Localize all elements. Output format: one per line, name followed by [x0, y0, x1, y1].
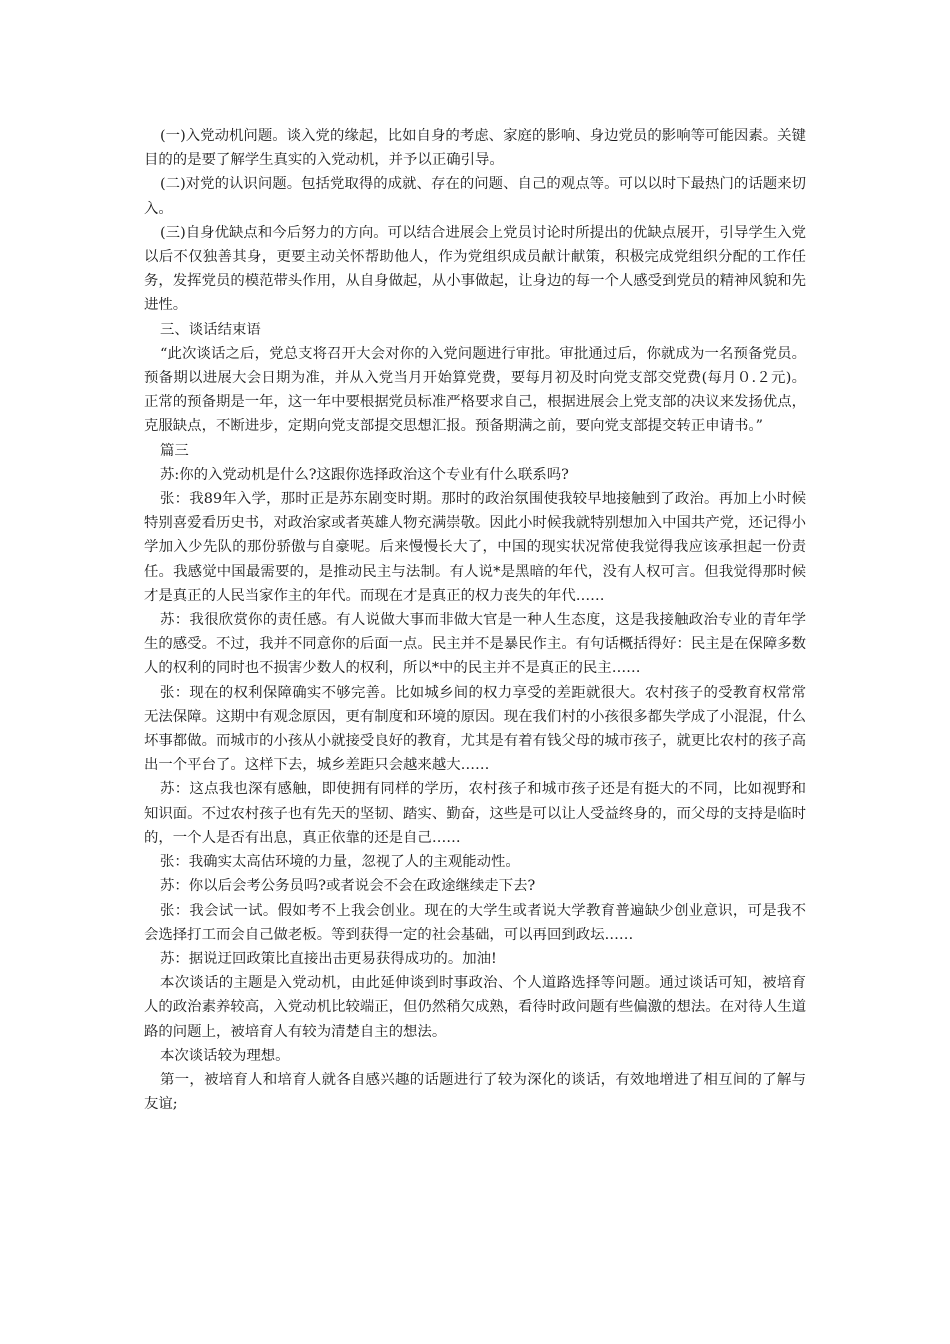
- paragraph-party-understanding: (二)对党的认识问题。包括党取得的成就、存在的问题、自己的观点等。可以以时下最热门的话题来切入。: [144, 176, 806, 217]
- section-heading-part-three: 篇三: [160, 442, 189, 459]
- dialogue-line: 苏：据说迂回政策比直接出击更易获得成功的。加油!: [160, 950, 497, 967]
- paragraph-strengths-weaknesses: (三)自身优缺点和今后努力的方向。可以结合进展会上党员讨论时所提出的优缺点展开，引导学生入党以后不仅独善其身，更要主动关怀帮助他人，作为党组织成员献计献策，积极完成党组织分配的工作任务，发挥党员的模范带头作用，从自身做起，从小事做起，让身边的每一个人感受到党员的精神风貌和先进性。: [144, 224, 806, 314]
- dialogue-line: 张：现在的权利保障确实不够完善。比如城乡间的权力享受的差距就很大。农村孩子的受教育权常常无法保障。这期中有观念原因，更有制度和环境的原因。现在我们村的小孩很多都失学成了小混混，什么坏事都做。而城市的小孩从小就接受良好的教育，尤其是有着有钱父母的城市孩子，就更比农村的孩子高出一个平台了。这样下去，城乡差距只会越来越大……: [144, 684, 806, 774]
- dialogue-line: 张：我确实太高估环境的力量，忽视了人的主观能动性。: [160, 854, 520, 871]
- dialogue-line: 苏：我很欣赏你的责任感。有人说做大事而非做大官是一种人生态度，这是我接触政治专业的青年学生的感受。不过，我并不同意你的后面一点。民主并不是暴民作主。有句话概括得好：民主是在保障多数人的权利的同时也不损害少数人的权利，所以*中的民主并不是真正的民主……: [144, 612, 806, 677]
- document-body: [144, 124, 806, 1116]
- paragraph-summary: 本次谈话的主题是入党动机，由此延伸谈到时事政治、个人道路选择等问题。通过谈话可知，被培育人的政治素养较高，入党动机比较端正，但仍然稍欠成熟，看待时政问题有些偏激的想法。在对待人生道路的问题上，被培育人有较为清楚自主的想法。: [144, 975, 806, 1040]
- dialogue-line: 张：我89年入学，那时正是苏东剧变时期。那时的政治氛围使我较早地接触到了政治。再加上小时候特别喜爱看历史书，对政治家或者英雄人物充满崇敬。因此小时候我就特别想加入中国共产党，还记得小学加入少先队的那份骄傲与自豪呢。后来慢慢长大了，中国的现实状况常使我觉得我应该承担起一份责任。我感觉中国最需要的，是推动民主与法制。有人说*是黑暗的年代，没有人权可言。但我觉得那时候才是真正的人民当家作主的年代。而现在才是真正的权力丧失的年代……: [144, 491, 806, 604]
- paragraph-evaluation: 本次谈话较为理想。: [160, 1047, 290, 1064]
- dialogue-line: 苏：这点我也深有感触，即使拥有同样的学历，农村孩子和城市孩子还是有挺大的不同，比如视野和知识面。不过农村孩子也有先天的坚韧、踏实、勤奋，这些是可以让人受益终身的，而父母的支持是临时的，一个人是否有出息，真正依靠的还是自己……: [144, 781, 806, 846]
- paragraph-motive-question: (一)入党动机问题。谈入党的缘起，比如自身的考虑、家庭的影响、身边党员的影响等可能因素。关键目的的是要了解学生真实的入党动机，并予以正确引导。: [144, 128, 806, 169]
- dialogue-line: 张：我会试一试。假如考不上我会创业。现在的大学生或者说大学教育普遍缺少创业意识，可是我不会选择打工而会自己做老板。等到获得一定的社会基础，可以再回到政坛……: [144, 902, 806, 943]
- section-heading-closing: 三、谈话结束语: [160, 321, 261, 338]
- dialogue-line: 苏：你以后会考公务员吗?或者说会不会在政途继续走下去?: [160, 878, 536, 895]
- paragraph-closing-statement: “此次谈话之后，党总支将召开大会对你的入党问题进行审批。审批通过后，你就成为一名预备党员。预备期以进展大会日期为准，并从入党当月开始算党费，要每月初及时向党支部交党费(每月０.２元)。正常的预备期是一年，这一年中要根据党员标准严格要求自己，根据进展会上党支部的决议来发扬优点，克服缺点，不断进步，定期向党支部提交思想汇报。预备期满之前，要向党支部提交转正申请书。”: [144, 345, 806, 435]
- dialogue-line: 苏:你的入党动机是什么?这跟你选择政治这个专业有什么联系吗?: [160, 466, 569, 483]
- paragraph-first-point: 第一，被培育人和培育人就各自感兴趣的话题进行了较为深化的谈话，有效地增进了相互间的了解与友谊;: [144, 1071, 806, 1113]
